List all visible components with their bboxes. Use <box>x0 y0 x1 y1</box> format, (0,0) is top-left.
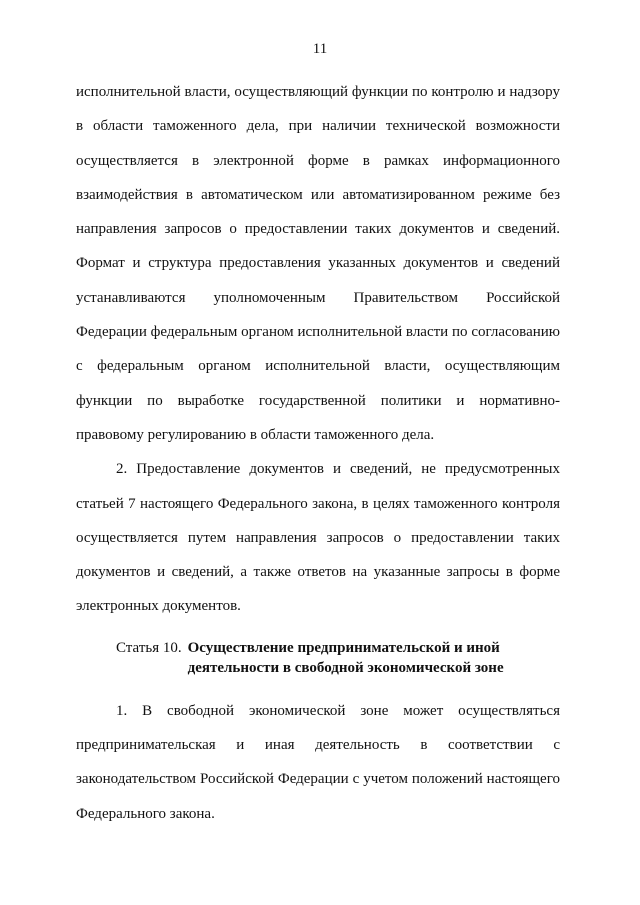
page-number: 11 <box>312 41 328 57</box>
paragraph-item-2: 2. Предоставление документов и сведений, не предусмотренных статьей 7 настоящего Федерального закона, в целях таможенного контроля осуществляется путем направления запросов о предоставлении таких документов и сведений, а также ответов на указанные запросы в форме электронных документов. <box>76 461 560 615</box>
article-title <box>188 638 504 678</box>
article-label: Статья 10. <box>116 639 182 656</box>
paragraph-article-item-1: 1. В свободной экономической зоне может осуществляться предпринимательская и иная деятельность в соответствии с законодательством Российской Федерации с учетом положений настоящего Федерального закона. <box>76 702 560 822</box>
document-body <box>76 75 560 831</box>
article-title-line-1: Осуществление предпринимательской и иной <box>187 639 500 656</box>
article-title-line-2: деятельности в свободной экономической зоне <box>187 659 504 676</box>
article-heading <box>76 638 560 678</box>
paragraph-continuation: исполнительной власти, осуществляющий функции по контролю и надзору в области таможенного дела, при наличии технической возможности осуществляется в электронной форме в рамках информационного взаимодействия в автоматическом или автоматизированном режиме без направления запросов о предоставлении таких документов и сведений. Формат и структура предоставления указанных документов и сведений устанавливаются уполномоченным Правительством Российской Федерации федеральным органом исполнительной власти по согласованию с федеральным органом исполнительной власти, осуществляющим функции по выработке государственной политики и нормативно-правовому регулированию в области таможенного дела. <box>76 84 560 443</box>
